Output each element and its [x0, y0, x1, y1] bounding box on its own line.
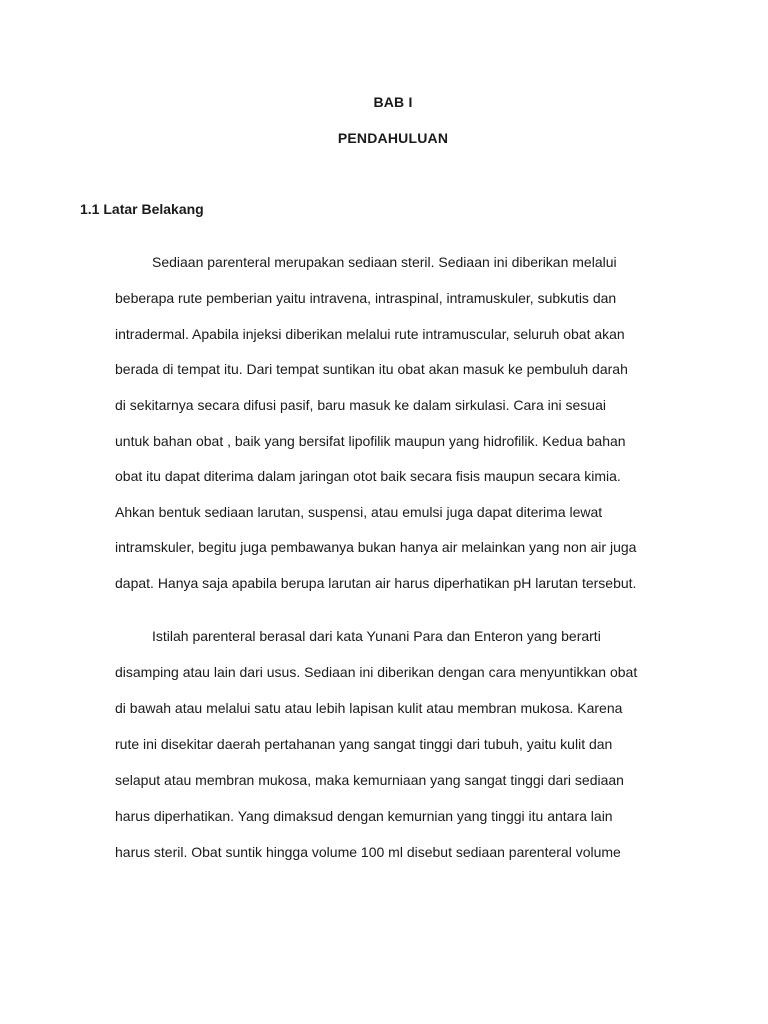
- paragraph2-line: rute ini disekitar daerah pertahanan yang sangat tinggi dari tubuh, yaitu kulit dan: [115, 736, 613, 752]
- paragraph1-line: Ahkan bentuk sediaan larutan, suspensi, atau emulsi juga dapat diterima lewat: [115, 504, 603, 520]
- paragraph2-line: disamping atau lain dari usus. Sediaan ini diberikan dengan cara menyuntikkan obat: [115, 664, 638, 680]
- paragraph2-line: di bawah atau melalui satu atau lebih lapisan kulit atau membran mukosa. Karena: [115, 700, 623, 716]
- paragraph1-line: intramskuler, begitu juga pembawanya bukan hanya air melainkan yang non air juga: [115, 539, 637, 555]
- chapter-number: BAB I: [373, 94, 413, 110]
- section-heading: 1.1 Latar Belakang: [80, 201, 204, 217]
- paragraph1-line: Sediaan parenteral merupakan sediaan steril. Sediaan ini diberikan melalui: [152, 254, 617, 270]
- paragraph1-line: dapat. Hanya saja apabila berupa larutan air harus diperhatikan pH larutan tersebut.: [115, 575, 637, 591]
- paragraph1-line: berada di tempat itu. Dari tempat suntikan itu obat akan masuk ke pembuluh darah: [115, 361, 628, 377]
- paragraph2-line: harus diperhatikan. Yang dimaksud dengan kemurnian yang tinggi itu antara lain: [115, 808, 613, 824]
- paragraph2-line: selaput atau membran mukosa, maka kemurniaan yang sangat tinggi dari sediaan: [115, 772, 624, 788]
- paragraph1-line: obat itu dapat diterima dalam jaringan otot baik secara fisis maupun secara kimia.: [115, 468, 621, 484]
- paragraph1-line: intradermal. Apabila injeksi diberikan melalui rute intramuscular, seluruh obat akan: [115, 326, 625, 342]
- paragraph2-line: Istilah parenteral berasal dari kata Yunani Para dan Enteron yang berarti: [152, 628, 601, 644]
- paragraph2-line: harus steril. Obat suntik hingga volume 100 ml disebut sediaan parenteral volume: [115, 844, 621, 860]
- paragraph1-line: di sekitarnya secara difusi pasif, baru masuk ke dalam sirkulasi. Cara ini sesuai: [115, 397, 606, 413]
- paragraph1-line: beberapa rute pemberian yaitu intravena, intraspinal, intramuskuler, subkutis dan: [115, 290, 617, 306]
- chapter-title: PENDAHULUAN: [337, 130, 449, 146]
- paragraph1-line: untuk bahan obat , baik yang bersifat lipofilik maupun yang hidrofilik. Kedua bahan: [115, 433, 626, 449]
